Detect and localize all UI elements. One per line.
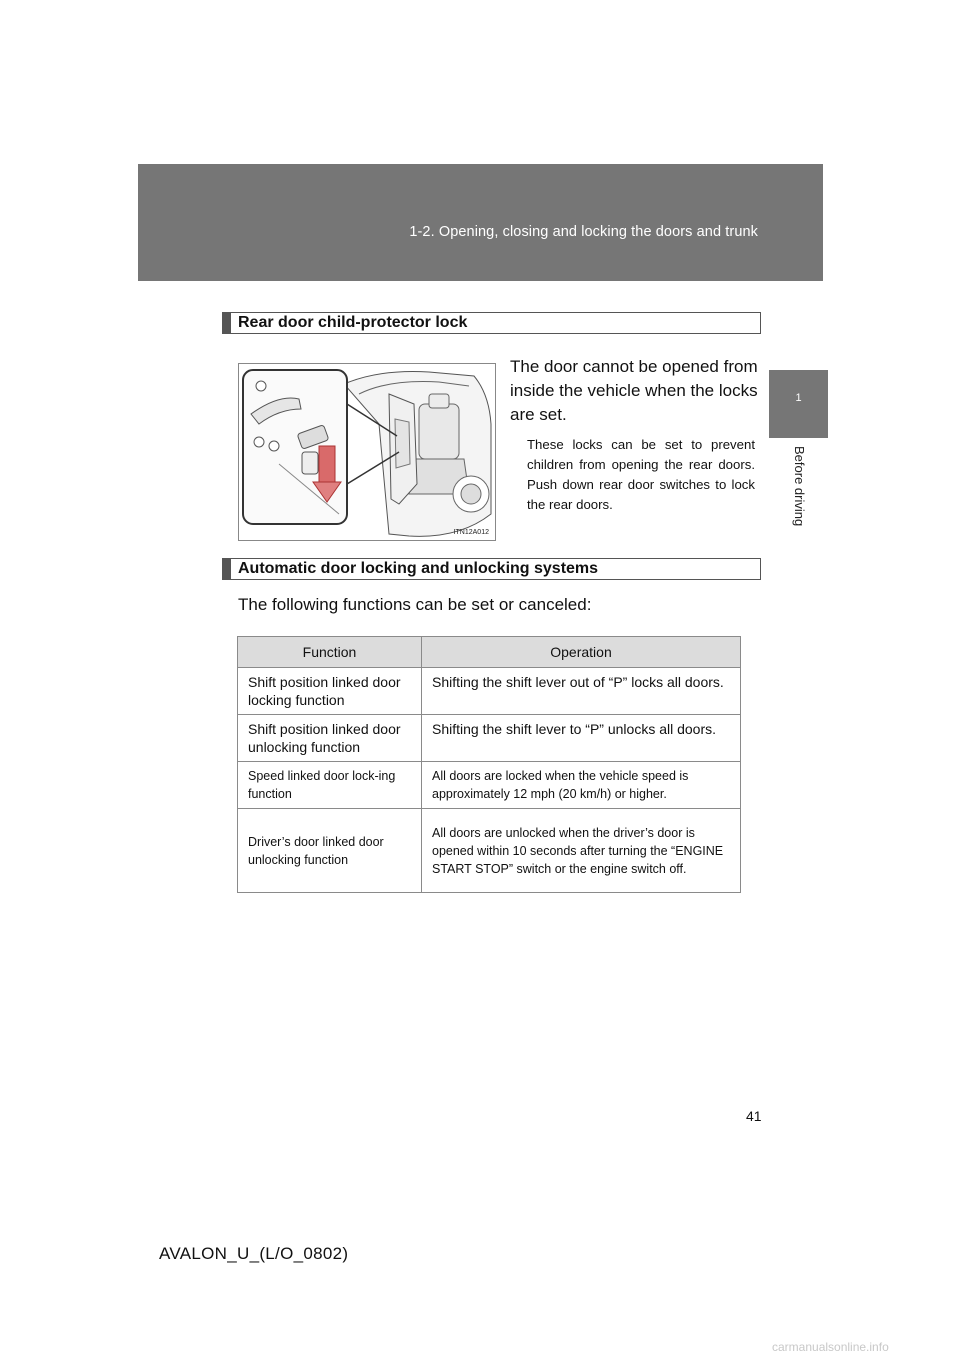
table-row [238,715,741,762]
function-cell: Speed linked door lock-ing function [238,762,422,809]
function-cell: Driver’s door linked door unlocking function [238,809,422,893]
operation-cell: Shifting the shift lever out of “P” locks all doors. [422,668,741,715]
function-cell: Shift position linked door unlocking function [238,715,422,762]
heading-text: Rear door child-protector lock [238,314,468,331]
heading-marker [223,559,231,579]
chapter-title: Before driving [792,446,807,527]
table-header-row [238,637,741,668]
chapter-title-vertical [769,440,828,550]
heading-marker [223,313,231,333]
figure-code: ITN12A012 [453,529,489,536]
functions-table [237,636,741,893]
operation-cell: All doors are unlocked when the driver’s door is opened within 10 seconds after turning the “ENGINE START STOP” switch or the engine switch off. [422,809,741,893]
child-lock-illustration [238,363,496,541]
child-lock-description: The door cannot be opened from inside the vehicle when the locks are set. [510,357,758,424]
heading-text: Automatic door locking and unlocking systems [238,560,599,577]
operation-cell: All doors are locked when the vehicle speed is approximately 12 mph (20 km/h) or higher. [422,762,741,809]
column-header: Operation [422,637,741,668]
table-row [238,668,741,715]
chapter-number: 1 [795,392,802,404]
functions-intro: The following functions can be set or canceled: [238,595,592,614]
table-row [238,809,741,893]
footer-code: AVALON_U_(L/O_0802) [159,1244,349,1263]
child-lock-note: These locks can be set to prevent children from opening the rear doors. Push down rear door switches to lock the rear doors. [527,437,755,512]
chapter-header-band [138,164,823,281]
watermark: carmanualsonline.info [772,1340,889,1354]
operation-cell: Shifting the shift lever to “P” unlocks all doors. [422,715,741,762]
section-heading-auto-lock [222,558,761,580]
chapter-tab [769,370,828,438]
function-cell: Shift position linked door locking function [238,668,422,715]
page-number: 41 [746,1108,762,1124]
door-lock-drawing [239,364,495,540]
section-title: 1-2. Opening, closing and locking the doors and trunk [409,224,758,240]
column-header: Function [238,637,422,668]
section-heading-child-lock [222,312,761,334]
table-row [238,762,741,809]
